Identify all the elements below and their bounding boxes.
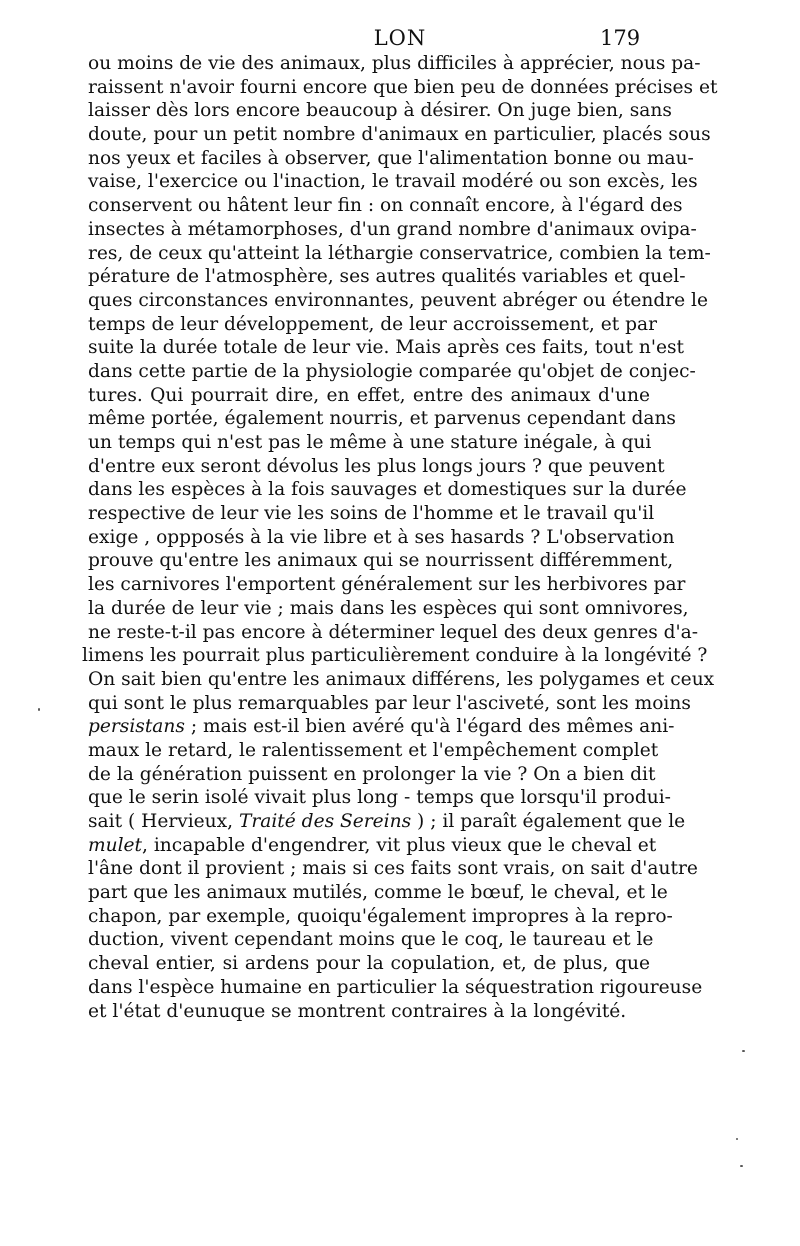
text-line: respective de leur vie les soins de l'homme et le travail qu'il (88, 503, 655, 525)
text-line: laisser dès lors encore beaucoup à désirer. On juge bien, sans (88, 100, 672, 122)
text-line: doute, pour un petit nombre d'animaux en particulier, placés sous (88, 124, 711, 146)
text-line: raissent n'avoir fourni encore que bien peu de données précises et (88, 76, 718, 98)
text-line: persistans ; mais est-il bien avéré qu'à l'égard des mêmes ani- (88, 716, 675, 738)
text-line: ne reste-t-il pas encore à déterminer lequel des deux genres d'a- (88, 621, 699, 643)
text-line: la durée de leur vie ; mais dans les espèces qui sont omnivores, (88, 597, 689, 619)
text-line: de la génération puissent en prolonger la vie ? On a bien dit (88, 763, 656, 785)
text-line: les carnivores l'emportent généralement sur les herbivores par (88, 574, 686, 596)
text-line: insectes à métamorphoses, d'un grand nombre d'animaux ovipa- (88, 218, 697, 240)
text-line: mulet, incapable d'engendrer, vit plus vieux que le cheval et (88, 834, 657, 856)
text-line: temps de leur développement, de leur accroissement, et par (88, 313, 658, 335)
page-header (0, 22, 800, 52)
text-line: conservent ou hâtent leur fin : on connaît encore, à l'égard des (88, 195, 683, 217)
text-line: qui sont le plus remarquables par leur l'asciveté, sont les moins (88, 692, 691, 714)
text-line: et l'état d'eunuque se montrent contraires à la longévité. (88, 1000, 627, 1022)
print-speck (740, 1165, 743, 1167)
text-line: dans cette partie de la physiologie comparée qu'objet de conjec- (88, 360, 696, 382)
text-line: dans les espèces à la fois sauvages et domestiques sur la durée (88, 479, 687, 501)
text-line: ou moins de vie des animaux, plus difficiles à apprécier, nous pa- (88, 53, 701, 74)
text-line: exige , oppposés à la vie libre et à ses hasards ? L'observation (88, 526, 675, 548)
text-line: On sait bien qu'entre les animaux différens, les polygames et ceux (88, 668, 715, 690)
text-line: que le serin isolé vivait plus long - temps que lorsqu'il produi- (88, 787, 671, 809)
text-line: cheval entier, si ardens pour la copulation, et, de plus, que (88, 953, 650, 975)
text-line: un temps qui n'est pas le même à une stature inégale, à qui (88, 432, 652, 453)
text-line: nos yeux et faciles à observer, que l'alimentation bonne ou mau- (88, 147, 694, 169)
print-speck (736, 1138, 738, 1140)
text-line: d'entre eux seront dévolus les plus longs jours ? que peuvent (88, 455, 665, 477)
text-line: duction, vivent cependant moins que le coq, le taureau et le (88, 929, 654, 951)
page-number: 179 (600, 26, 641, 50)
text-line: res, de ceux qu'atteint la léthargie conservatrice, combien la tem- (88, 242, 711, 264)
text-line: limens les pourrait plus particulièrement conduire à la longévité ? (82, 645, 708, 667)
text-line: vaise, l'exercice ou l'inaction, le travail modéré ou son excès, les (88, 171, 698, 193)
text-line: dans l'espèce humaine en particulier la séquestration rigoureuse (88, 976, 703, 998)
print-speck (742, 1050, 745, 1052)
body-text (82, 52, 718, 1023)
text-line: suite la durée totale de leur vie. Mais après ces faits, tout n'est (88, 337, 684, 359)
text-line: l'âne dont il provient ; mais si ces faits sont vrais, on sait d'autre (88, 858, 698, 880)
running-head: LON (373, 26, 427, 50)
text-line: prouve qu'entre les animaux qui se nourrissent différemment, (88, 550, 674, 572)
text-line: part que les animaux mutilés, comme le bœuf, le cheval, et le (88, 882, 668, 904)
print-speck (38, 708, 40, 711)
text-line: chapon, par exemple, quoiqu'également impropres à la repro- (88, 905, 673, 927)
text-line: tures. Qui pourrait dire, en effet, entre des animaux d'une (88, 384, 650, 406)
text-line: sait ( Hervieux, Traité des Sereins ) ; il paraît également que le (88, 811, 686, 832)
text-line: même portée, également nourris, et parvenus cependant dans (88, 408, 676, 430)
text-line: ques circonstances environnantes, peuvent abréger ou étendre le (88, 289, 708, 311)
text-line: pérature de l'atmosphère, ses autres qualités variables et quel- (88, 266, 686, 288)
text-line: maux le retard, le ralentissement et l'empêchement complet (88, 739, 659, 761)
